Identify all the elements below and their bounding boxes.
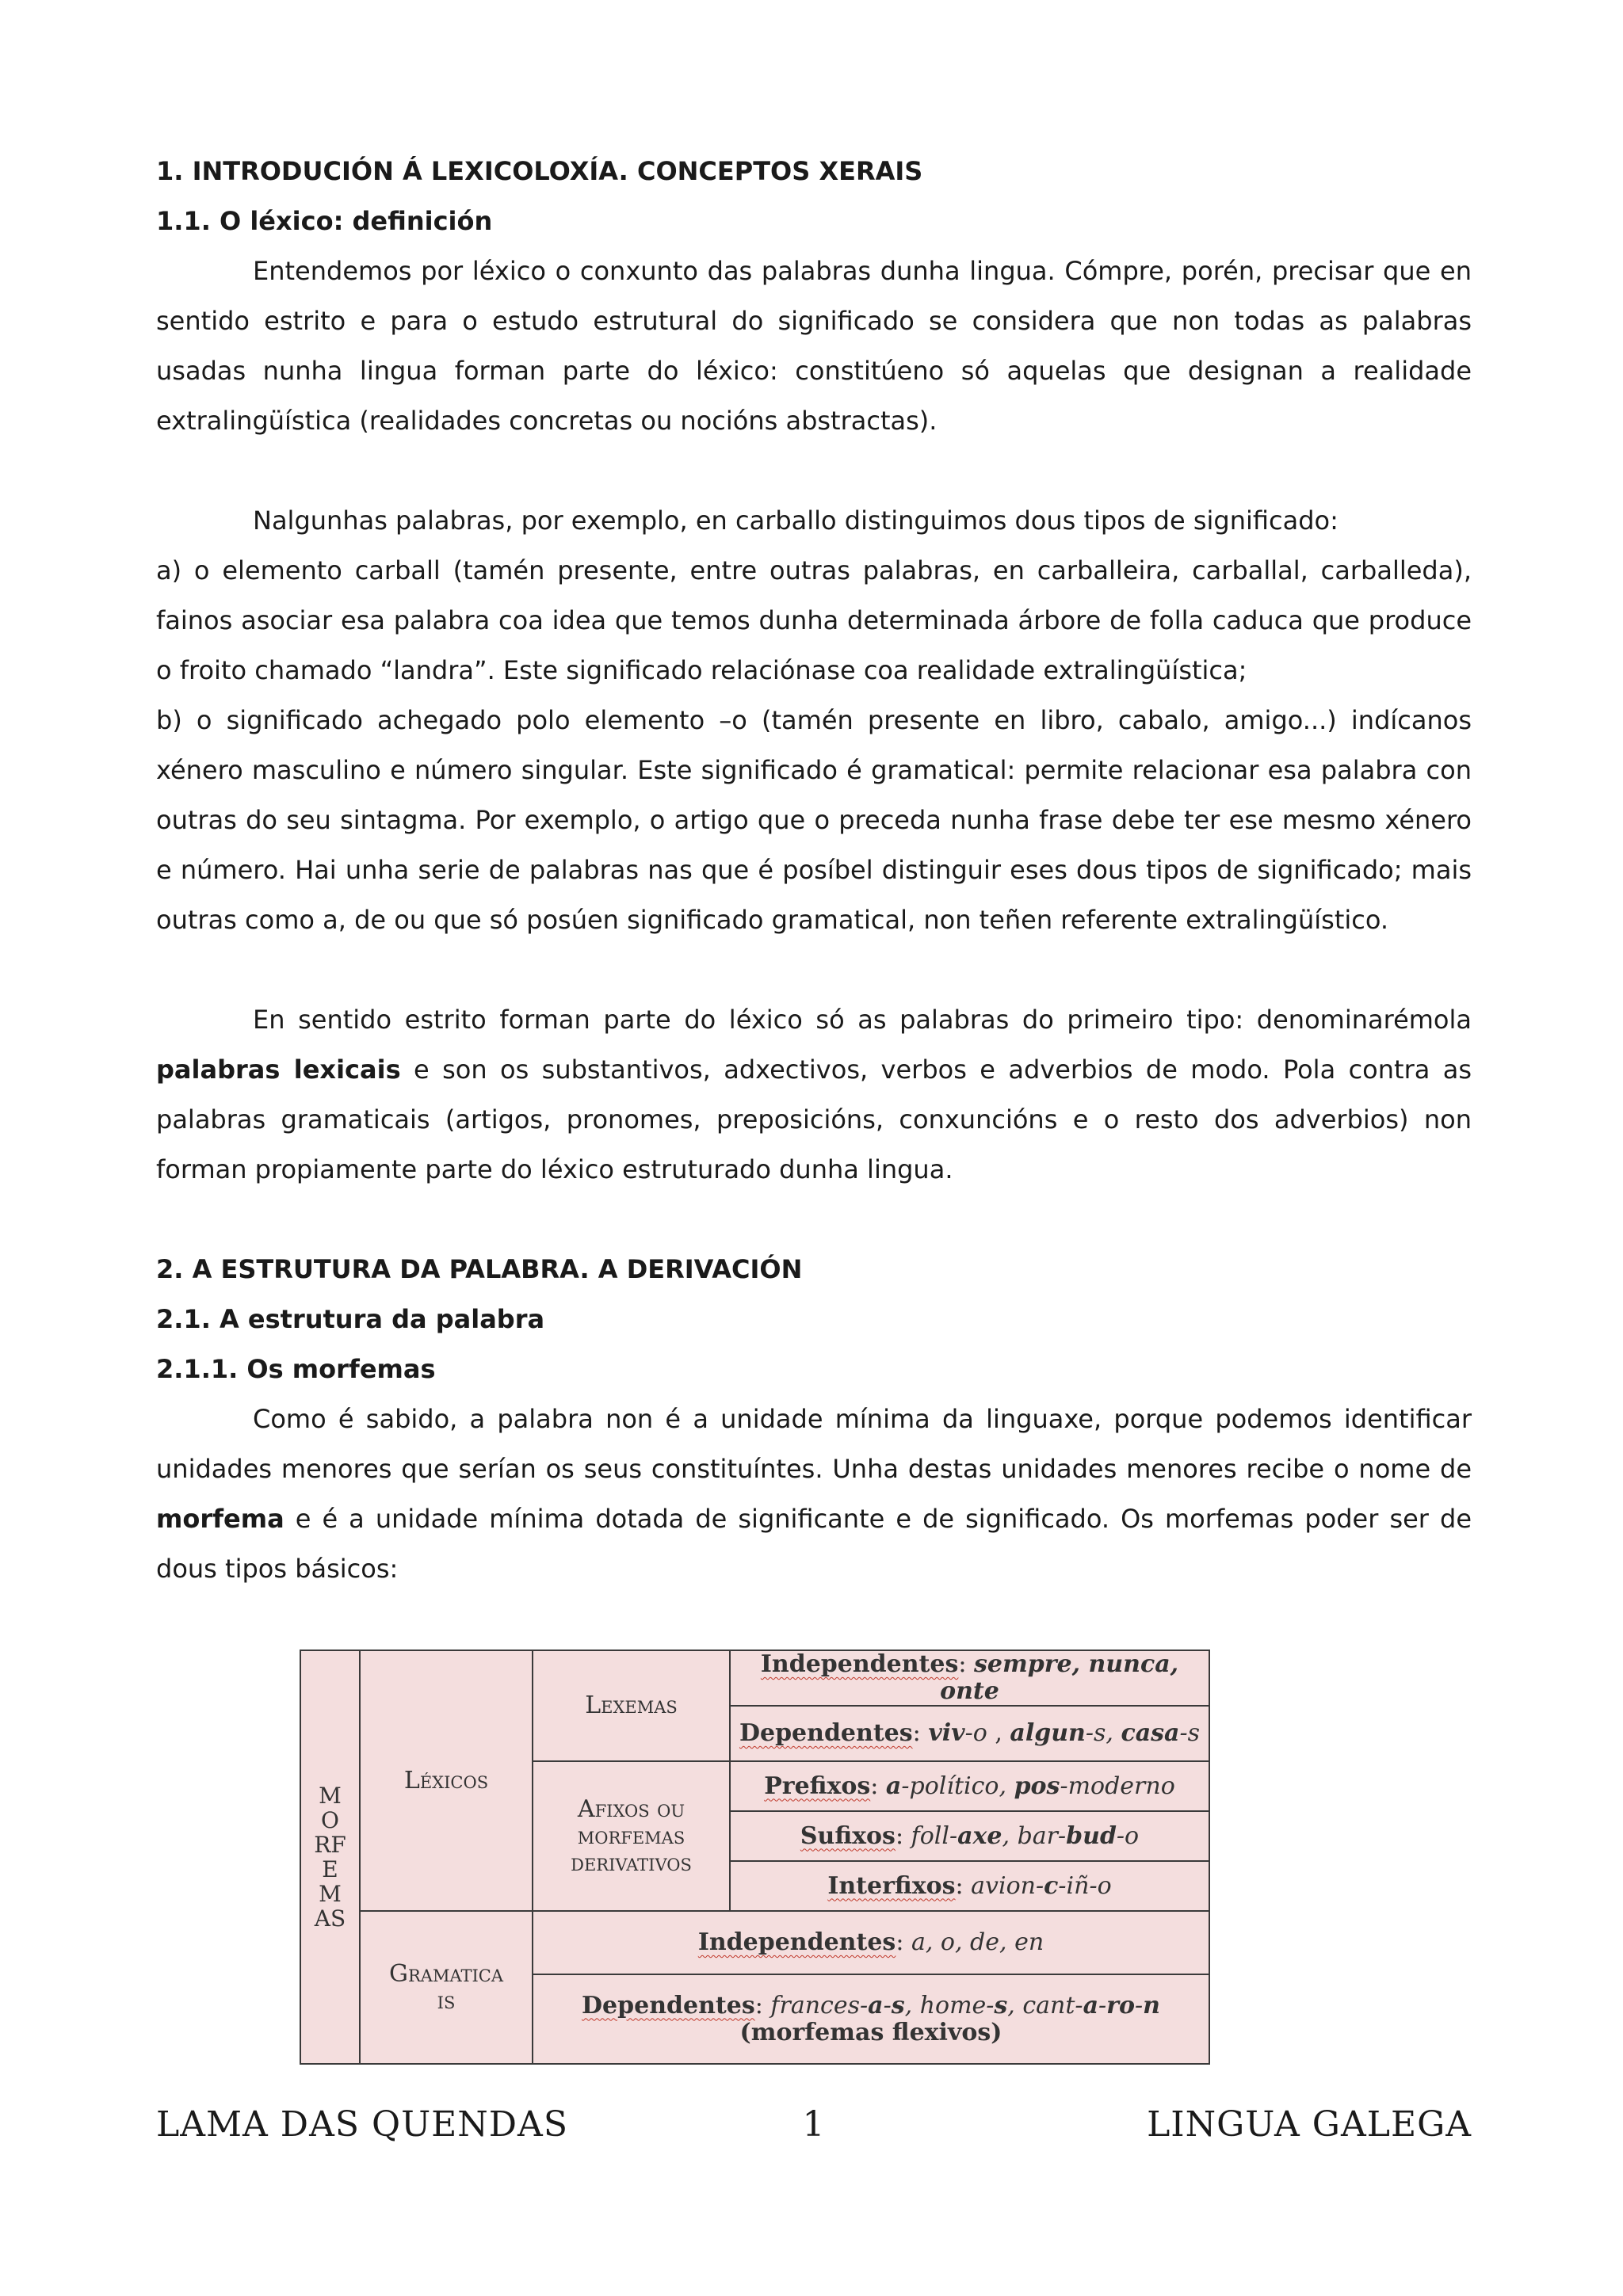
prefixos-cell: Prefixos: a-político, pos-moderno xyxy=(730,1761,1209,1811)
morfemas-table xyxy=(300,1650,1210,2065)
paragraph-palabras-lexicais: En sentido estrito forman parte do léxico só as palabras do primeiro tipo: denominarémola palabras lexicais e son os substantivos, adxectivos, verbos e adverbios de modo. Pola contra as palabras gramaticais (artigos, pronomes, preposicións, conxuncións e o resto dos adverbios) non forman propiamente parte do léxico estruturado dunha lingua. xyxy=(156,1005,1472,1184)
lexemas-independentes-cell: Independentes: sempre, nunca, onte xyxy=(730,1650,1209,1706)
term-morfema: morfema xyxy=(156,1504,285,1534)
morfemas-flexivos-note: (morfemas flexivos) xyxy=(739,2018,1002,2046)
section-1-title: 1. INTRODUCIÓN Á LEXICOLOXÍA. CONCEPTOS XERAIS xyxy=(156,156,923,186)
sufixos-cell: Sufixos: foll-axe, bar-bud-o xyxy=(730,1811,1209,1861)
lexemas-dependentes-cell: Dependentes: viv-o , algun-s, casa-s xyxy=(730,1706,1209,1761)
paragraph-carballo-intro: Nalgunhas palabras, por exemplo, en carballo distinguimos dous tipos de significado: xyxy=(253,505,1338,536)
interfixos-cell: Interfixos: avion-c-iñ-o xyxy=(730,1861,1209,1911)
afixos-cell: Afixos ou morfemas derivativos xyxy=(533,1761,730,1911)
section-2-1-title: 2.1. A estrutura da palabra xyxy=(156,1304,545,1334)
lexemas-cell: Lexemas xyxy=(533,1650,730,1761)
section-2-title: 2. A ESTRUTURA DA PALABRA. A DERIVACIÓN xyxy=(156,1254,803,1284)
document-body xyxy=(156,147,1472,1594)
gramaticais-independentes-cell: Independentes: a, o, de, en xyxy=(533,1911,1209,1974)
footer-school: LAMA DAS QUENDAS xyxy=(156,2104,568,2145)
paragraph-morfemas: Como é sabido, a palabra non é a unidade mínima da linguaxe, porque podemos identificar unidades menores que serían os seus constituíntes. Unha destas unidades menores recibe o nome de morfema e é a unidade mínima dotada de significante e de significado. Os morfemas poder ser de dous tipos básicos: xyxy=(156,1404,1472,1584)
section-1-1-title: 1.1. O léxico: definición xyxy=(156,206,493,236)
page-footer xyxy=(156,2104,1472,2152)
footer-subject: LINGUA GALEGA xyxy=(1147,2104,1472,2145)
paragraph-lexico-definition: Entendemos por léxico o conxunto das palabras dunha lingua. Cómpre, porén, precisar que en sentido estrito e para o estudo estrutural do significado se considera que non todas as palabras usadas nunha lingua forman parte do léxico: constitúeno só aquelas que designan a realidade extralingüística (realidades concretas ou nocións abstractas). xyxy=(156,256,1472,436)
morfemas-root-cell: M O RF E M AS xyxy=(300,1650,360,2064)
gramaticais-cell: Gramatica is xyxy=(360,1911,533,2064)
paragraph-item-b: b) o significado achegado polo elemento –o (tamén presente en libro, cabalo, amigo...) indícanos xénero masculino e número singular. Este significado é gramatical: permite relacionar esa palabra con outras do seu sintagma. Por exemplo, o artigo que o preceda nunha frase debe ter ese mesmo xénero e número. Hai unha serie de palabras nas que é posíbel distinguir eses dous tipos de significado; mais outras como a, de ou que só posúen significado gramatical, non teñen referente extralingüístico. xyxy=(156,705,1472,935)
paragraph-item-a: a) o elemento carball (tamén presente, entre outras palabras, en carballeira, carballal, carballeda), fainos asociar esa palabra coa idea que temos dunha determinada árbore de folla caduca que produce o froito chamado “landra”. Este significado relaciónase coa realidade extralingüística; xyxy=(156,555,1472,685)
section-2-1-1-title: 2.1.1. Os morfemas xyxy=(156,1354,436,1384)
footer-page-number: 1 xyxy=(802,2104,826,2145)
gramaticais-dependentes-cell: Dependentes: frances-a-s, home-s, cant-a-ro-n (morfemas flexivos) xyxy=(533,1974,1209,2064)
term-palabras-lexicais: palabras lexicais xyxy=(156,1055,401,1085)
lexicos-cell: Léxicos xyxy=(360,1650,533,1911)
